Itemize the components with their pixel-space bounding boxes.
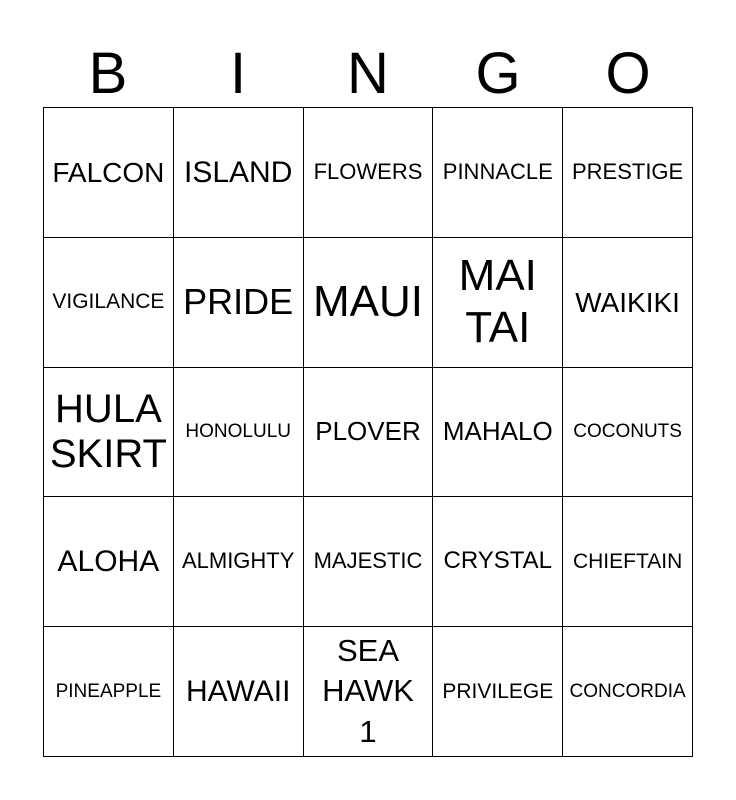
bingo-cell-r0-c2[interactable]: FLOWERS [304,108,434,238]
bingo-cell-r4-c3[interactable]: PRIVILEGE [433,627,563,757]
bingo-cell-r1-c3[interactable]: MAI TAI [433,238,563,368]
bingo-cell-r2-c3[interactable]: MAHALO [433,368,563,498]
bingo-cell-r3-c3[interactable]: CRYSTAL [433,497,563,627]
bingo-cell-r1-c2[interactable]: MAUI [304,238,434,368]
bingo-cell-r3-c1[interactable]: ALMIGHTY [174,497,304,627]
header-letter-i: I [229,41,247,106]
header-letter-n: N [347,41,389,106]
header-letter-g: G [475,41,521,106]
header-letter-b: B [88,41,128,106]
bingo-cell-r0-c0[interactable]: FALCON [44,108,174,238]
bingo-cell-r0-c3[interactable]: PINNACLE [433,108,563,238]
bingo-cell-r2-c4[interactable]: COCONUTS [563,368,693,498]
bingo-cell-r3-c2[interactable]: MAJESTIC [304,497,434,627]
bingo-cell-r3-c0[interactable]: ALOHA [44,497,174,627]
bingo-cell-r2-c0[interactable]: HULA SKIRT [44,368,174,498]
bingo-cell-r1-c0[interactable]: VIGILANCE [44,238,174,368]
bingo-cell-r3-c4[interactable]: CHIEFTAIN [563,497,693,627]
bingo-cell-r2-c2[interactable]: PLOVER [304,368,434,498]
bingo-cell-r1-c4[interactable]: WAIKIKI [563,238,693,368]
bingo-cell-r4-c0[interactable]: PINEAPPLE [44,627,174,757]
bingo-cell-r1-c1[interactable]: PRIDE [174,238,304,368]
bingo-cell-r2-c1[interactable]: HONOLULU [174,368,304,498]
bingo-board [43,107,693,757]
bingo-header [43,40,693,108]
bingo-cell-r0-c1[interactable]: ISLAND [174,108,304,238]
bingo-cell-r4-c1[interactable]: HAWAII [174,627,304,757]
header-letter-o: O [605,41,651,106]
bingo-cell-r4-c2[interactable]: SEA HAWK 1 [304,627,434,757]
bingo-cell-r0-c4[interactable]: PRESTIGE [563,108,693,238]
bingo-cell-r4-c4[interactable]: CONCORDIA [563,627,693,757]
